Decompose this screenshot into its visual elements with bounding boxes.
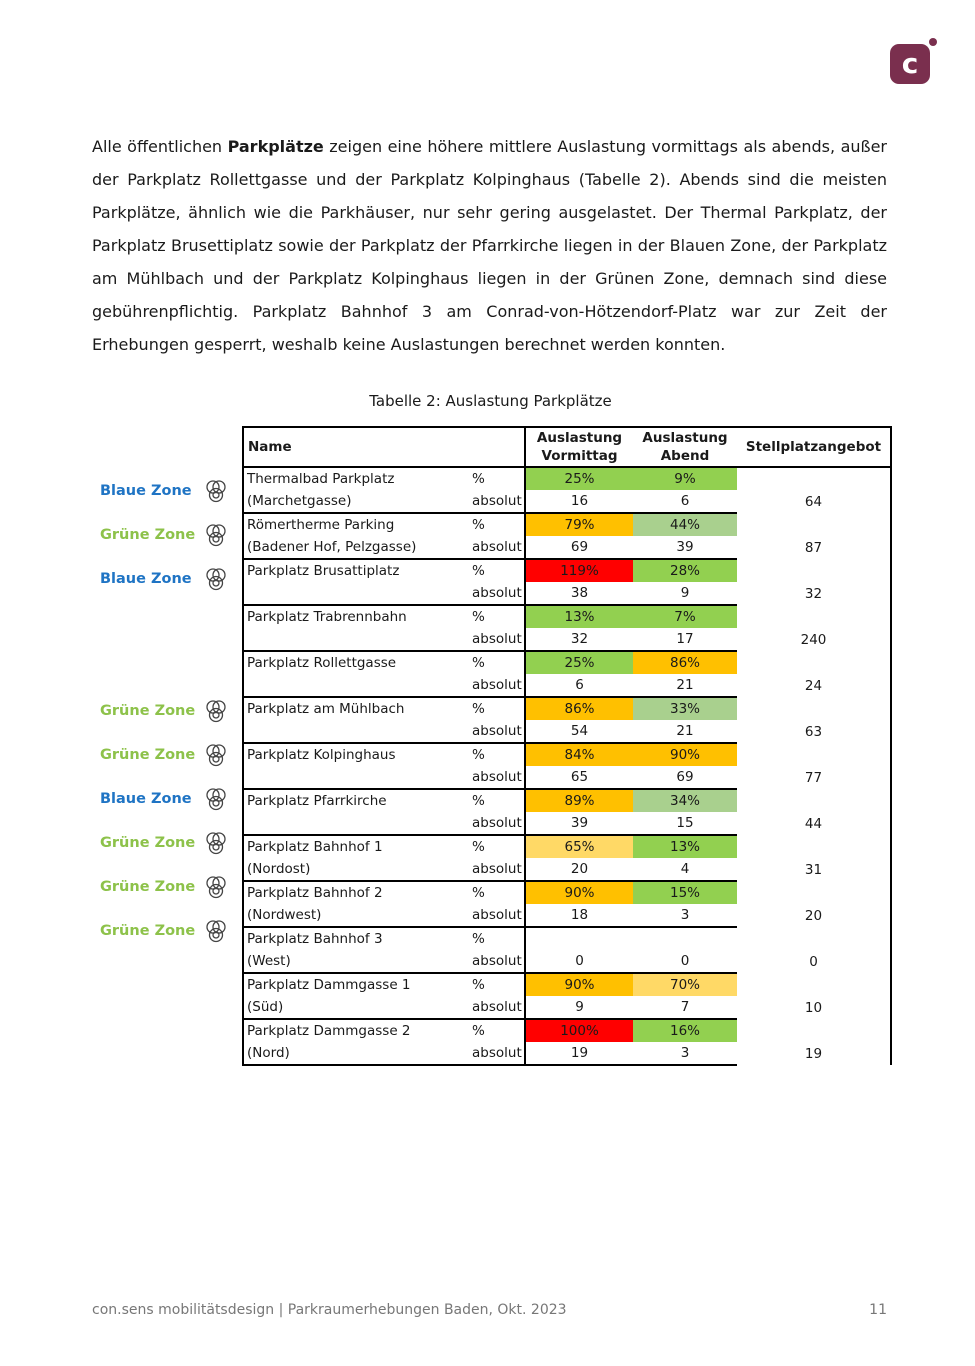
table-header-row: [243, 427, 891, 467]
paragraph-intro: Alle öffentlichen: [92, 137, 228, 156]
stellplatz-value: 44: [737, 789, 891, 835]
stellplatz-value: 64: [737, 467, 891, 513]
zone-label-blue: [100, 784, 230, 814]
parking-zone-icon: [204, 477, 228, 505]
table-row: [243, 1019, 891, 1042]
body-paragraph: [92, 130, 887, 361]
zone-label-green: [100, 828, 230, 858]
unit-absolute: absolut: [467, 490, 525, 513]
abend-percent: 9%: [633, 467, 737, 490]
parking-name: Parkplatz Bahnhof 1: [243, 835, 467, 858]
vormittag-percent: 86%: [525, 697, 633, 720]
vormittag-absolute: 6: [525, 674, 633, 697]
header-abend-line1: Auslastung: [642, 430, 728, 446]
parking-name: Parkplatz Pfarrkirche: [243, 789, 467, 812]
abend-absolute: 17: [633, 628, 737, 651]
abend-percent: 44%: [633, 513, 737, 536]
table-row: [243, 927, 891, 950]
stellplatz-value: 32: [737, 559, 891, 605]
stellplatz-value: 10: [737, 973, 891, 1019]
unit-absolute: absolut: [467, 628, 525, 651]
paragraph-rest: zeigen eine höhere mittlere Auslastung vormittags als abends, außer der Parkplatz Rollettgasse und der Parkplatz Kolpinghaus (Tabelle 2). Abends sind die meisten Parkplätze, ähnlich wie die Parkhäuser, nur sehr gering ausgelastet. Der Thermal Parkplatz, der Parkplatz Brusettiplatz sowie der Parkplatz der Pfarrkirche liegen in der Blauen Zone, der Parkplatz am Mühlbach und der Parkplatz Kolpinghaus liegen in der Grünen Zone, demnach sind diese gebührenpflichtig. Parkplatz Bahnhof 3 am Conrad-von-Hötzendorf-Platz war zur Zeit der Erhebungen gesperrt, weshalb keine Auslastungen berechnet werden konnten.: [92, 137, 888, 354]
parking-name: Parkplatz Dammgasse 2: [243, 1019, 467, 1042]
parking-name: Parkplatz am Mühlbach: [243, 697, 467, 720]
abend-percent: 33%: [633, 697, 737, 720]
zone-label-green: [100, 740, 230, 770]
vormittag-absolute: 32: [525, 628, 633, 651]
parking-zone-icon: [204, 521, 228, 549]
parking-name-sub: [243, 720, 467, 743]
header-vormittag-line1: Auslastung: [536, 430, 623, 446]
abend-percent: 34%: [633, 789, 737, 812]
abend-percent: 13%: [633, 835, 737, 858]
vormittag-percent: 13%: [525, 605, 633, 628]
unit-percent: %: [467, 559, 525, 582]
unit-percent: %: [467, 467, 525, 490]
unit-absolute: absolut: [467, 536, 525, 559]
table-row: [243, 559, 891, 582]
zone-label-blue: [100, 476, 230, 506]
abend-percent: [633, 927, 737, 950]
table-row: [243, 835, 891, 858]
stellplatz-value: 0: [737, 927, 891, 973]
unit-percent: %: [467, 789, 525, 812]
unit-percent: %: [467, 697, 525, 720]
unit-absolute: absolut: [467, 996, 525, 1019]
unit-percent: %: [467, 1019, 525, 1042]
paragraph-bold: Parkplätze: [227, 137, 324, 156]
header-abend-line2: Abend: [660, 448, 710, 464]
parking-name-sub: [243, 582, 467, 605]
vormittag-absolute: 20: [525, 858, 633, 881]
parking-name-sub: [243, 766, 467, 789]
parking-name-sub: (Süd): [243, 996, 467, 1019]
zone-name: Grüne Zone: [100, 747, 196, 763]
table-row: [243, 513, 891, 536]
parking-name: Parkplatz Bahnhof 2: [243, 881, 467, 904]
vormittag-absolute: 0: [525, 950, 633, 973]
header-stellplatz: Stellplatzangebot: [737, 427, 891, 467]
parking-name-sub: (Badener Hof, Pelzgasse): [243, 536, 467, 559]
abend-absolute: 15: [633, 812, 737, 835]
stellplatz-value: 24: [737, 651, 891, 697]
zone-label-green: [100, 916, 230, 946]
vormittag-absolute: 69: [525, 536, 633, 559]
stellplatz-value: 19: [737, 1019, 891, 1065]
stellplatz-value: 77: [737, 743, 891, 789]
parking-name-sub: (West): [243, 950, 467, 973]
unit-absolute: absolut: [467, 674, 525, 697]
abend-percent: 70%: [633, 973, 737, 996]
parking-zone-icon: [204, 697, 228, 725]
header-unit: [467, 427, 525, 467]
stellplatz-value: 240: [737, 605, 891, 651]
abend-percent: 16%: [633, 1019, 737, 1042]
unit-percent: %: [467, 651, 525, 674]
abend-absolute: 7: [633, 996, 737, 1019]
zone-label-green: [100, 520, 230, 550]
unit-percent: %: [467, 513, 525, 536]
unit-percent: %: [467, 743, 525, 766]
unit-percent: %: [467, 835, 525, 858]
parking-table: [242, 426, 892, 1066]
zone-name: Blaue Zone: [100, 571, 192, 587]
vormittag-percent: 119%: [525, 559, 633, 582]
abend-absolute: 6: [633, 490, 737, 513]
unit-absolute: absolut: [467, 582, 525, 605]
parking-zone-icon: [204, 741, 228, 769]
table-caption: Tabelle 2: Auslastung Parkplätze: [369, 392, 612, 410]
vormittag-percent: 84%: [525, 743, 633, 766]
vormittag-percent: 25%: [525, 651, 633, 674]
vormittag-percent: 90%: [525, 973, 633, 996]
unit-absolute: absolut: [467, 812, 525, 835]
zone-name: Grüne Zone: [100, 527, 196, 543]
vormittag-absolute: 19: [525, 1042, 633, 1065]
parking-name-sub: (Nordwest): [243, 904, 467, 927]
stellplatz-value: 31: [737, 835, 891, 881]
stellplatz-value: 63: [737, 697, 891, 743]
parking-zone-icon: [204, 565, 228, 593]
parking-name: Parkplatz Brusattiplatz: [243, 559, 467, 582]
parking-zone-icon: [204, 917, 228, 945]
unit-percent: %: [467, 973, 525, 996]
abend-absolute: 3: [633, 904, 737, 927]
abend-absolute: 9: [633, 582, 737, 605]
unit-absolute: absolut: [467, 766, 525, 789]
parking-name-sub: (Nord): [243, 1042, 467, 1065]
vormittag-absolute: 18: [525, 904, 633, 927]
vormittag-percent: 100%: [525, 1019, 633, 1042]
zone-name: Grüne Zone: [100, 923, 196, 939]
unit-absolute: absolut: [467, 858, 525, 881]
parking-name-sub: [243, 812, 467, 835]
abend-absolute: 21: [633, 720, 737, 743]
logo-letter: c: [901, 47, 919, 80]
table-row: [243, 467, 891, 490]
table-row: [243, 697, 891, 720]
zone-name: Grüne Zone: [100, 879, 196, 895]
vormittag-percent: [525, 927, 633, 950]
zone-name: Grüne Zone: [100, 835, 196, 851]
header-vormittag: [525, 427, 633, 467]
vormittag-absolute: 39: [525, 812, 633, 835]
vormittag-percent: 25%: [525, 467, 633, 490]
zone-label-blue: [100, 564, 230, 594]
abend-absolute: 39: [633, 536, 737, 559]
table-row: [243, 789, 891, 812]
abend-percent: 90%: [633, 743, 737, 766]
unit-absolute: absolut: [467, 950, 525, 973]
vormittag-absolute: 54: [525, 720, 633, 743]
vormittag-absolute: 38: [525, 582, 633, 605]
parking-zone-icon: [204, 873, 228, 901]
parking-zone-icon: [204, 785, 228, 813]
vormittag-percent: 89%: [525, 789, 633, 812]
abend-absolute: 69: [633, 766, 737, 789]
table-row: [243, 881, 891, 904]
unit-absolute: absolut: [467, 1042, 525, 1065]
consens-logo: [890, 44, 930, 84]
header-vormittag-line2: Vormittag: [541, 448, 618, 464]
abend-absolute: 0: [633, 950, 737, 973]
page-number: 11: [869, 1302, 887, 1318]
vormittag-absolute: 65: [525, 766, 633, 789]
parking-zone-icon: [204, 829, 228, 857]
parking-name: Parkplatz Trabrennbahn: [243, 605, 467, 628]
stellplatz-value: 87: [737, 513, 891, 559]
zone-name: Grüne Zone: [100, 703, 196, 719]
vormittag-percent: 65%: [525, 835, 633, 858]
parking-name: Parkplatz Bahnhof 3: [243, 927, 467, 950]
parking-name-sub: [243, 628, 467, 651]
abend-percent: 28%: [633, 559, 737, 582]
abend-percent: 86%: [633, 651, 737, 674]
parking-name-sub: (Nordost): [243, 858, 467, 881]
parking-name: Römertherme Parking: [243, 513, 467, 536]
table-row: [243, 743, 891, 766]
vormittag-percent: 90%: [525, 881, 633, 904]
zone-label-green: [100, 872, 230, 902]
unit-percent: %: [467, 881, 525, 904]
abend-percent: 7%: [633, 605, 737, 628]
logo-dot: [929, 38, 937, 46]
zone-name: Blaue Zone: [100, 483, 192, 499]
header-name: Name: [243, 427, 467, 467]
header-abend: [633, 427, 737, 467]
footer-text: con.sens mobilitätsdesign | Parkraumerhebungen Baden, Okt. 2023: [92, 1302, 567, 1318]
zone-label-green: [100, 696, 230, 726]
abend-absolute: 4: [633, 858, 737, 881]
abend-percent: 15%: [633, 881, 737, 904]
stellplatz-value: 20: [737, 881, 891, 927]
unit-absolute: absolut: [467, 904, 525, 927]
vormittag-absolute: 9: [525, 996, 633, 1019]
vormittag-absolute: 16: [525, 490, 633, 513]
table-row: [243, 651, 891, 674]
parking-name-sub: [243, 674, 467, 697]
table-row: [243, 973, 891, 996]
unit-absolute: absolut: [467, 720, 525, 743]
table-row: [243, 605, 891, 628]
abend-absolute: 21: [633, 674, 737, 697]
unit-percent: %: [467, 605, 525, 628]
parking-name: Parkplatz Dammgasse 1: [243, 973, 467, 996]
vormittag-percent: 79%: [525, 513, 633, 536]
zone-name: Blaue Zone: [100, 791, 192, 807]
parking-name: Thermalbad Parkplatz: [243, 467, 467, 490]
parking-name: Parkplatz Rollettgasse: [243, 651, 467, 674]
abend-absolute: 3: [633, 1042, 737, 1065]
parking-name-sub: (Marchetgasse): [243, 490, 467, 513]
unit-percent: %: [467, 927, 525, 950]
parking-name: Parkplatz Kolpinghaus: [243, 743, 467, 766]
